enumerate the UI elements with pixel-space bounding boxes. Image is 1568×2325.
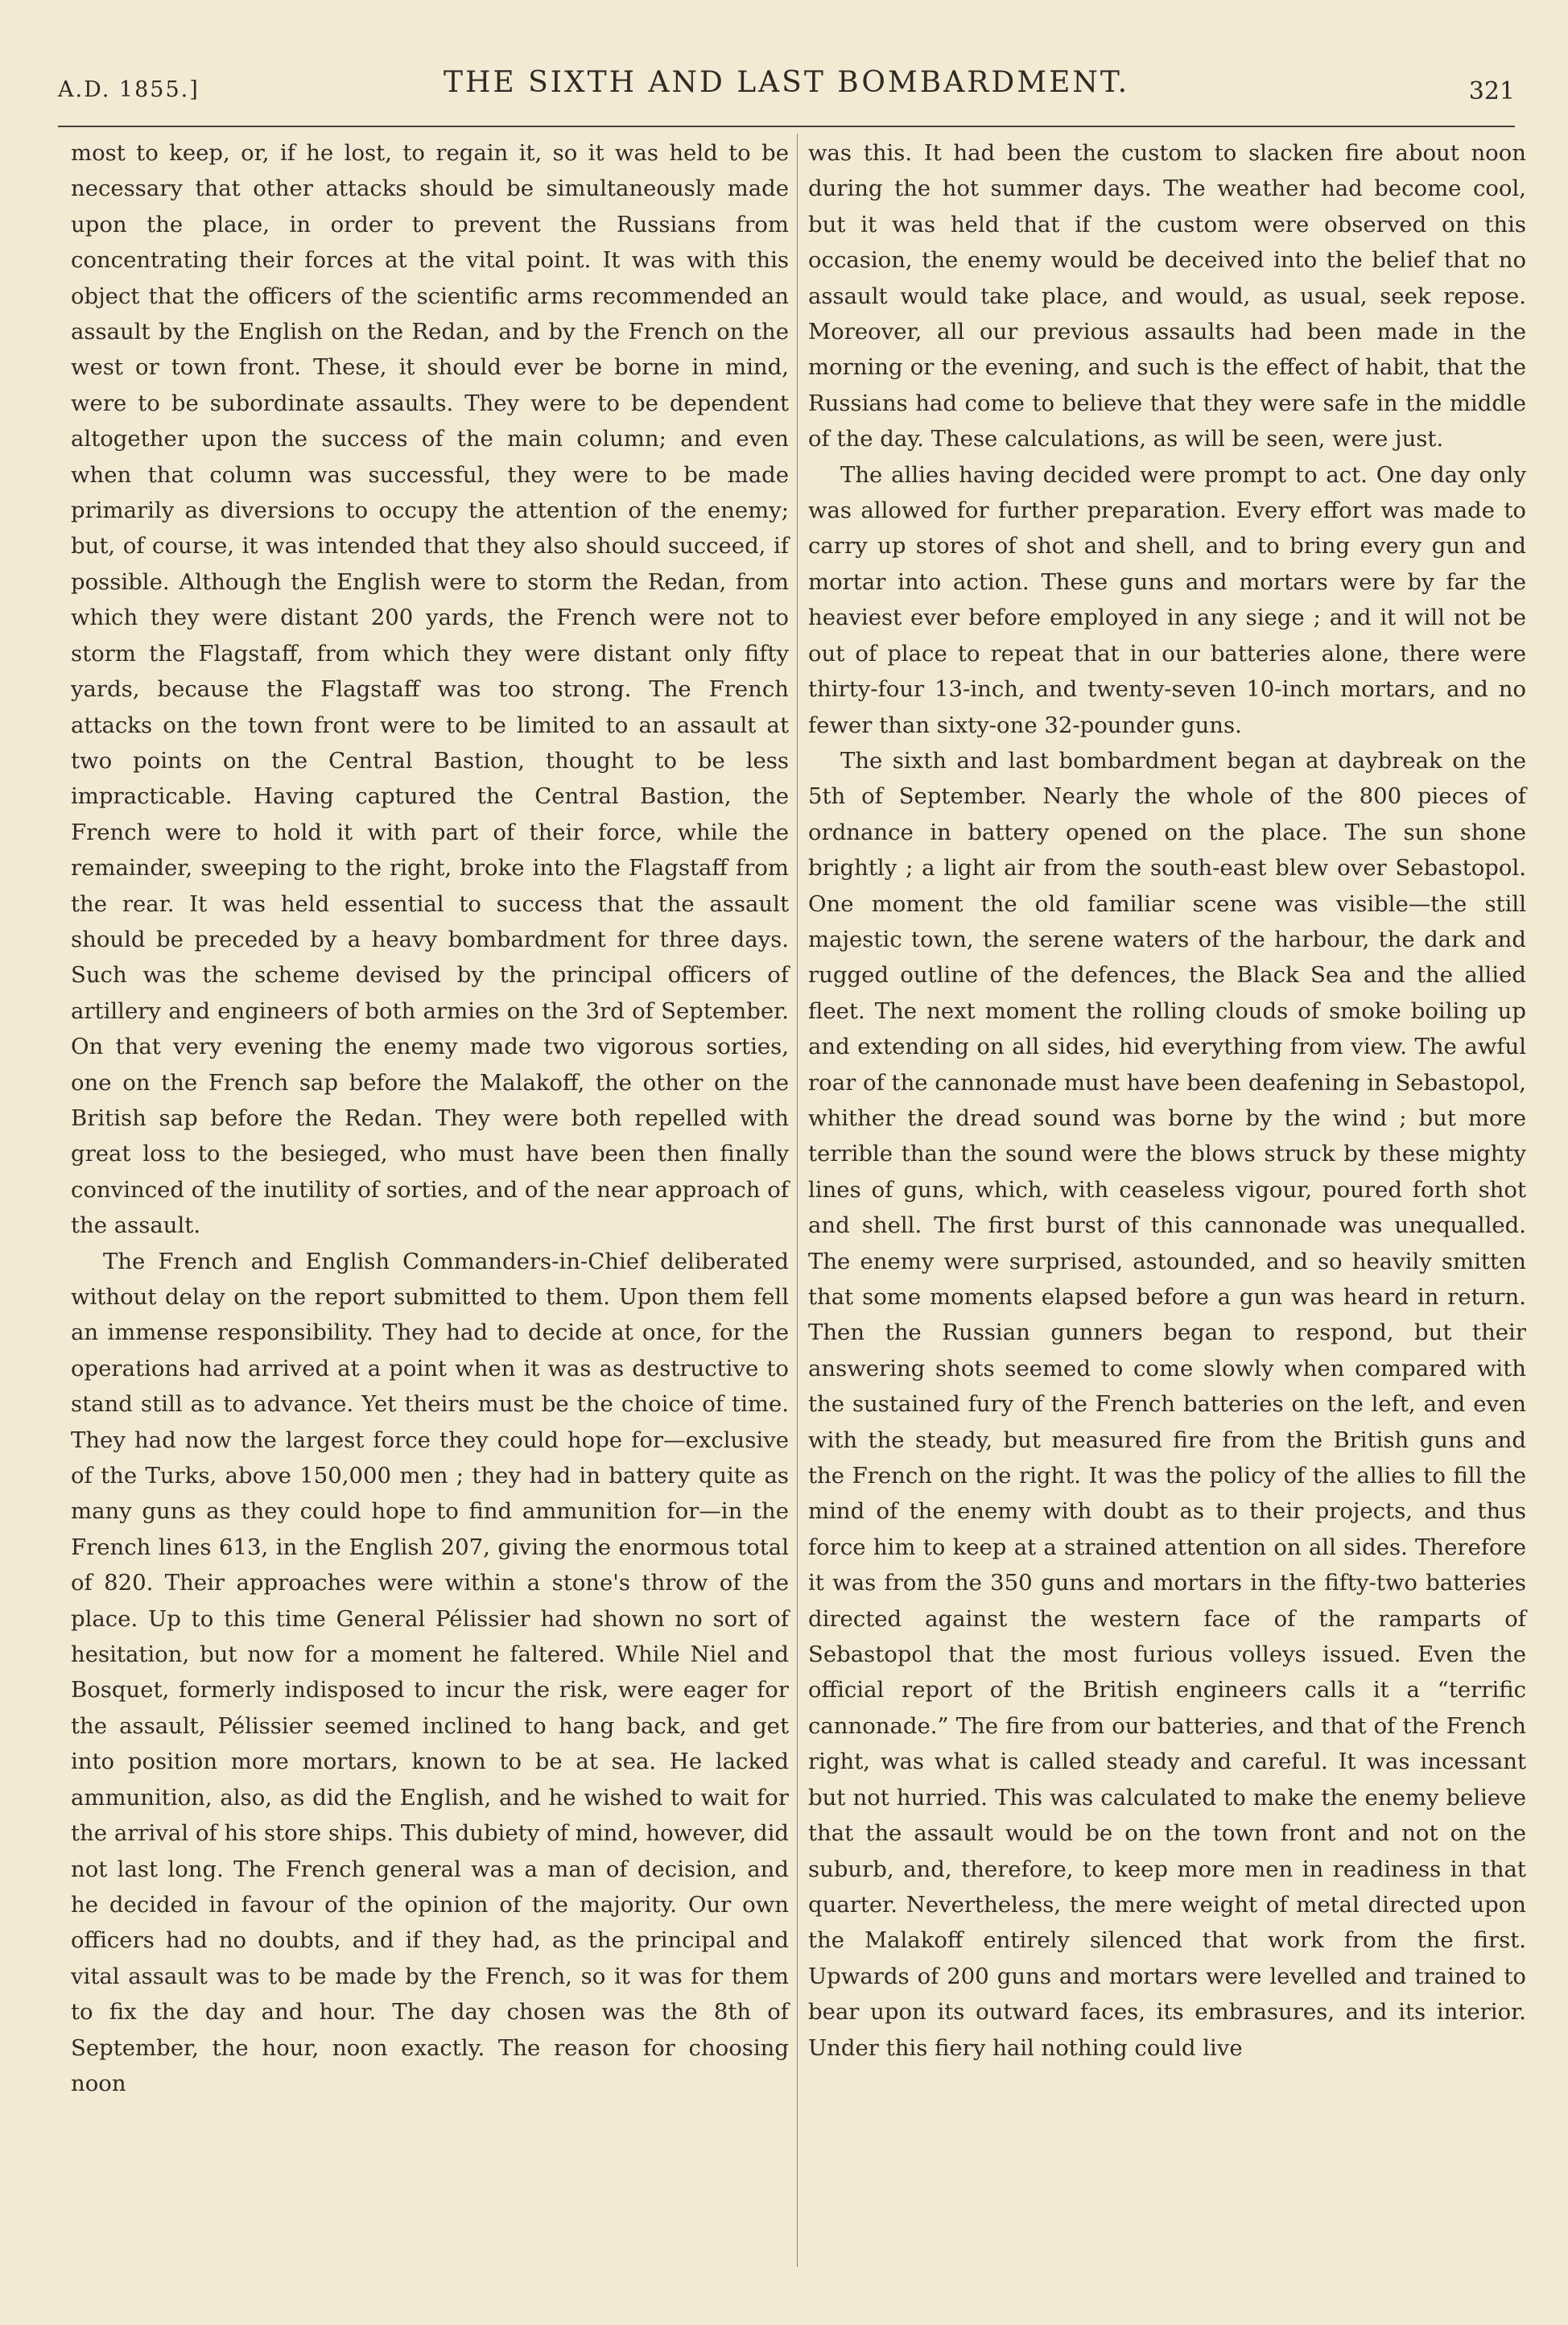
paragraph: The sixth and last bombardment began at daybreak on the 5th of September. Nearly the whole of the 800 pieces of ordnance in battery opened on the place. The sun shone brightly ; a light air from the south-east blew over Sebastopol. One moment the old familiar scene was visible—the still majestic town, the serene waters of the harbour, the dark and rugged outline of the defences, the Black Sea and the allied fleet. The next moment the rolling clouds of smoke boiling up and extending on all sides, hid everything from view. The awful roar of the cannonade must have been deafening in Sebastopol, whither the dread sound was borne by the wind ; but more terrible than the sound were the blows struck by these mighty lines of guns, which, with ceaseless vigour, poured forth shot and shell. The first burst of this cannonade was unequalled. The enemy were surprised, astounded, and so heavily smitten that some moments elapsed before a gun was heard in return. Then the Russian gunners began to respond, but their answering shots seemed to come slowly when compared with the sustained fury of the French batteries on the left, and even with the steady, but measured fire from the British guns and the French on the right. It was the policy of the allies to fill the mind of the enemy with doubt as to their projects, and thus force him to keep at a strained attention on all sides. Therefore it was from the 350 guns and mortars in the fifty-two batteries directed against the western face of the ramparts of Sebastopol that the most furious volleys issued. Even the official report of the British engineers calls it a “terrific cannonade.” The fire from our batteries, and that of the French right, was what is called steady and careful. It was incessant but not hurried. This was calculated to make the enemy believe that the assault would be on the town front and not on the suburb, and, therefore, to keep more men in readiness in that quarter. Nevertheless, the mere weight of metal directed upon the Malakoff entirely silenced that work from the first. Upwards of 200 guns and mortars were levelled and trained to bear upon its outward faces, its embrasures, and its interior. Under this fiery hail nothing could live <box>808 747 1526 2061</box>
paragraph: was this. It had been the custom to slacken fire about noon during the hot summer days. The weather had become cool, but it was held that if the custom were observed on this occasion, the enemy would be deceived into the belief that no assault would take place, and would, as usual, seek repose. Moreover, all our previous assaults had been made in the morning or the evening, and such is the effect of habit, that the Russians had come to believe that they were safe in the middle of the day. These calculations, as will be seen, were just. <box>808 140 1526 452</box>
paragraph: The allies having decided were prompt to act. One day only was allowed for further preparation. Every effort was made to carry up stores of shot and shell, and to bring every gun and mortar into action. These guns and mortars were by far the heaviest ever before employed in any siege ; and it will not be out of place to repeat that in our batteries alone, there were thirty-four 13-inch, and twenty-seven 10-inch mortars, and no fewer than sixty-one 32-pounder guns. <box>808 461 1526 738</box>
paragraph: The French and English Commanders-in-Chief deliberated without delay on the report submitted to them. Upon them fell an immense responsibility. They had to decide at once, for the operations had arrived at a point when it was as destructive to stand still as to advance. Yet theirs must be the choice of time. They had now the largest force they could hope for—exclusive of the Turks, above 150,000 men ; they had in battery quite as many guns as they could hope to find ammunition for—in the French lines 613, in the English 207, giving the enormous total of 820. Their approaches were within a stone's throw of the place. Up to this time General Pélissier had shown no sort of hesitation, but now for a moment he faltered. While Niel and Bosquet, formerly indisposed to incur the risk, were eager for the assault, Pélissier seemed inclined to hang back, and get into position more mortars, known to be at sea. He lacked ammunition, also, as did the English, and he wished to wait for the arrival of his store ships. This dubiety of mind, however, did not last long. The French general was a man of decision, and he decided in favour of the opinion of the majority. Our own officers had no doubts, and if they had, as the principal and vital assault was to be made by the French, so it was for them to fix the day and hour. The day chosen was the 8th of September, the hour, noon exactly. The reason for choosing noon <box>71 1248 789 2096</box>
right-column <box>808 135 1526 2269</box>
column-divider <box>797 134 798 2267</box>
header-rule <box>58 126 1515 127</box>
page-number: 321 <box>1468 77 1515 105</box>
running-head-title: THE SIXTH AND LAST BOMBARDMENT. <box>443 66 1130 99</box>
running-head-year: A.D. 1855.] <box>58 77 200 102</box>
left-column <box>71 135 789 2269</box>
page-header <box>58 66 1515 113</box>
paragraph: most to keep, or, if he lost, to regain it, so it was held to be necessary that other attacks should be simultaneously made upon the place, in order to prevent the Russians from concentrating their forces at the vital point. It was with this object that the officers of the scientific arms recommended an assault by the English on the Redan, and by the French on the west or town front. These, it should ever be borne in mind, were to be subordinate assaults. They were to be dependent altogether upon the success of the main column; and even when that column was successful, they were to be made primarily as diversions to occupy the attention of the enemy; but, of course, it was intended that they also should succeed, if possible. Although the English were to storm the Redan, from which they were distant 200 yards, the French were not to storm the Flagstaff, from which they were distant only fifty yards, because the Flagstaff was too strong. The French attacks on the town front were to be limited to an assault at two points on the Central Bastion, thought to be less impracticable. Having captured the Central Bastion, the French were to hold it with part of their force, while the remainder, sweeping to the right, broke into the Flagstaff from the rear. It was held essential to success that the assault should be preceded by a heavy bombardment for three days. Such was the scheme devised by the principal officers of artillery and engineers of both armies on the 3rd of September. On that very evening the enemy made two vigorous sorties, one on the French sap before the Malakoff, the other on the British sap before the Redan. They were both repelled with great loss to the besieged, who must have been then finally convinced of the inutility of sorties, and of the near approach of the assault. <box>71 140 789 1239</box>
